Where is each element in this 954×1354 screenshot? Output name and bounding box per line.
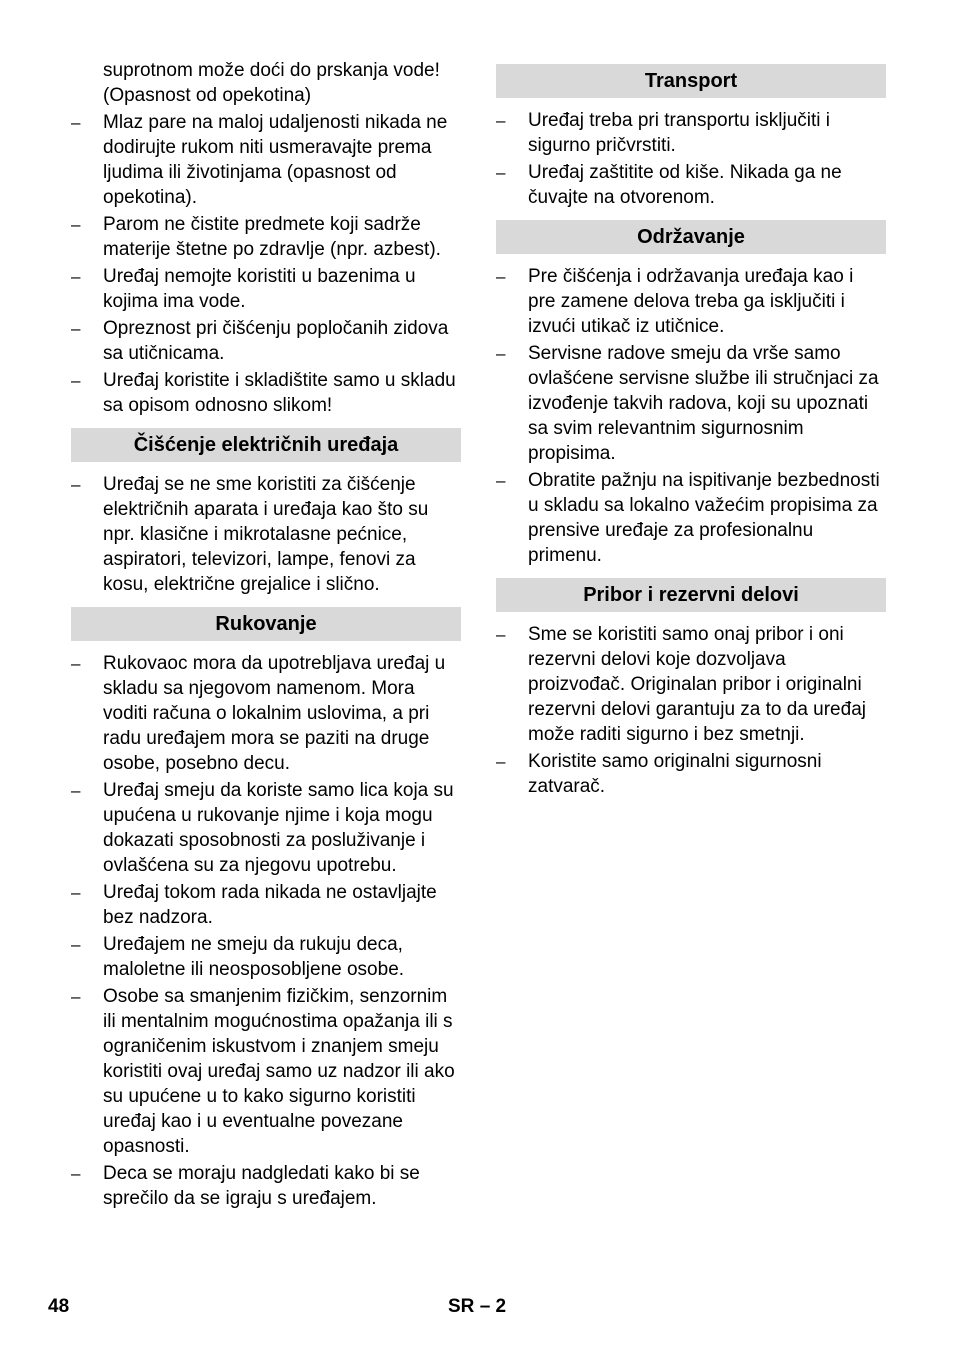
list-item: – Parom ne čistite predmete koji sadrže materije štetne po zdravlje (npr. azbest). [71, 214, 441, 260]
list-item: – Uređaj tokom rada nikada ne ostavljajte bez nadzora. [71, 882, 437, 928]
intro-list [71, 110, 461, 418]
electrical-cleaning-list [71, 472, 461, 597]
language-code: SR [448, 1296, 475, 1317]
page-number: 48 [48, 1296, 70, 1317]
section-heading-handling: Rukovanje [71, 607, 461, 641]
maintenance-list [496, 264, 886, 568]
bullet-dash: – [71, 475, 81, 494]
transport-list [496, 108, 886, 210]
list-item: – Uređaj smeju da koriste samo lica koja su upućena u rukovanje njime i koja mogu dokazati sposobnosti za posluživanje i ovlašćena su za njegovu upotrebu. [71, 780, 454, 876]
section-heading-accessories: Pribor i rezervni delovi [496, 578, 886, 612]
handling-list [71, 651, 461, 1211]
bullet-dash: – [71, 113, 81, 132]
bullet-dash: – [71, 987, 81, 1006]
list-item: – Uređajem ne smeju da rukuju deca, maloletne ili neosposobljene osobe. [71, 934, 405, 980]
bullet-dash: – [71, 267, 81, 286]
bullet-dash: – [71, 883, 81, 902]
right-column [496, 64, 886, 809]
list-item: – Obratite pažnju na ispitivanje bezbednosti u skladu sa lokalno važećim propisima za prensive uređaje za profesionalnu primenu. [496, 470, 880, 566]
bullet-dash: – [71, 935, 81, 954]
bullet-dash: – [496, 267, 506, 286]
page-code [448, 1296, 506, 1318]
section-heading-transport: Transport [496, 64, 886, 98]
list-item: – Uređaj koristite i skladištite samo u skladu sa opisom odnosno slikom! [71, 370, 456, 416]
bullet-dash: – [71, 371, 81, 390]
list-item: – Opreznost pri čišćenju popločanih zidova sa utičnicama. [71, 318, 449, 364]
list-item: – Deca se moraju nadgledati kako bi se sprečilo da se igraju s uređajem. [71, 1163, 420, 1209]
bullet-dash: – [71, 319, 81, 338]
list-item: – Pre čišćenja i održavanja uređaja kao i pre zamene delova treba ga isključiti i izvući utikač iz utičnice. [496, 266, 854, 337]
list-item: – Uređaj zaštitite od kiše. Nikada ga ne čuvajte na otvorenom. [496, 162, 842, 208]
list-item: – Mlaz pare na maloj udaljenosti nikada ne dodirujte rukom niti usmeravajte prema ljudima ili životinjama (opasnost od opekotina). [71, 112, 448, 208]
list-item: – Uređaj se ne sme koristiti za čišćenje električnih aparata i uređaja kao što su npr. klasične i mikrotalasne pećnice, aspiratori, televizori, lampe, fenovi za kosu, električne grejalice i slično. [71, 474, 429, 595]
list-item: – Uređaj treba pri transportu isključiti i sigurno pričvrstiti. [496, 110, 831, 156]
bullet-dash: – [71, 1164, 81, 1183]
bullet-dash: – [496, 752, 506, 771]
bullet-dash: – [496, 344, 506, 363]
bullet-dash: – [71, 781, 81, 800]
list-item: – Sme se koristiti samo onaj pribor i oni rezervni delovi koje dozvoljava proizvođač. Originalan pribor i originalni rezervni delovi garantuju za to da uređaj može raditi sigurno i bez smetnji. [496, 624, 866, 745]
list-item: – Rukovaoc mora da upotrebljava uređaj u skladu sa njegovom namenom. Mora voditi računa o lokalnim uslovima, a pri radu uređajem mora se paziti na druge osobe, posebno decu. [71, 653, 446, 774]
bullet-dash: – [496, 163, 506, 182]
continued-paragraph: suprotnom može doći do prskanja vode! (Opasnost od opekotina) [103, 60, 440, 106]
list-item: – Uređaj nemojte koristiti u bazenima u kojima ima vode. [71, 266, 416, 312]
section-page-number: 2 [495, 1296, 507, 1317]
list-item: – Servisne radove smeju da vrše samo ovlašćene servisne službe ili stručnjaci za izvođenje takvih radova, koji su upoznati sa svim relevantnim sigurnosnim propisima. [496, 343, 879, 464]
section-heading-electrical-cleaning: Čišćenje električnih uređaja [71, 428, 461, 462]
page-separator: – [479, 1296, 491, 1317]
left-column [71, 58, 461, 1221]
accessories-list [496, 622, 886, 799]
bullet-dash: – [71, 654, 81, 673]
bullet-dash: – [496, 471, 506, 490]
list-item: – Koristite samo originalni sigurnosni zatvarač. [496, 751, 822, 797]
list-item: – Osobe sa smanjenim fizičkim, senzornim ili mentalnim mogućnostima opažanja ili s ograničenim iskustvom i znanjem smeju koristiti ovaj uređaj samo uz nadzor ili ako su upućene u to kako sigurno koristiti uređaj kao i u eventualne povezane opasnosti. [71, 986, 455, 1157]
section-heading-maintenance: Održavanje [496, 220, 886, 254]
bullet-dash: – [496, 625, 506, 644]
bullet-dash: – [71, 215, 81, 234]
bullet-dash: – [496, 111, 506, 130]
